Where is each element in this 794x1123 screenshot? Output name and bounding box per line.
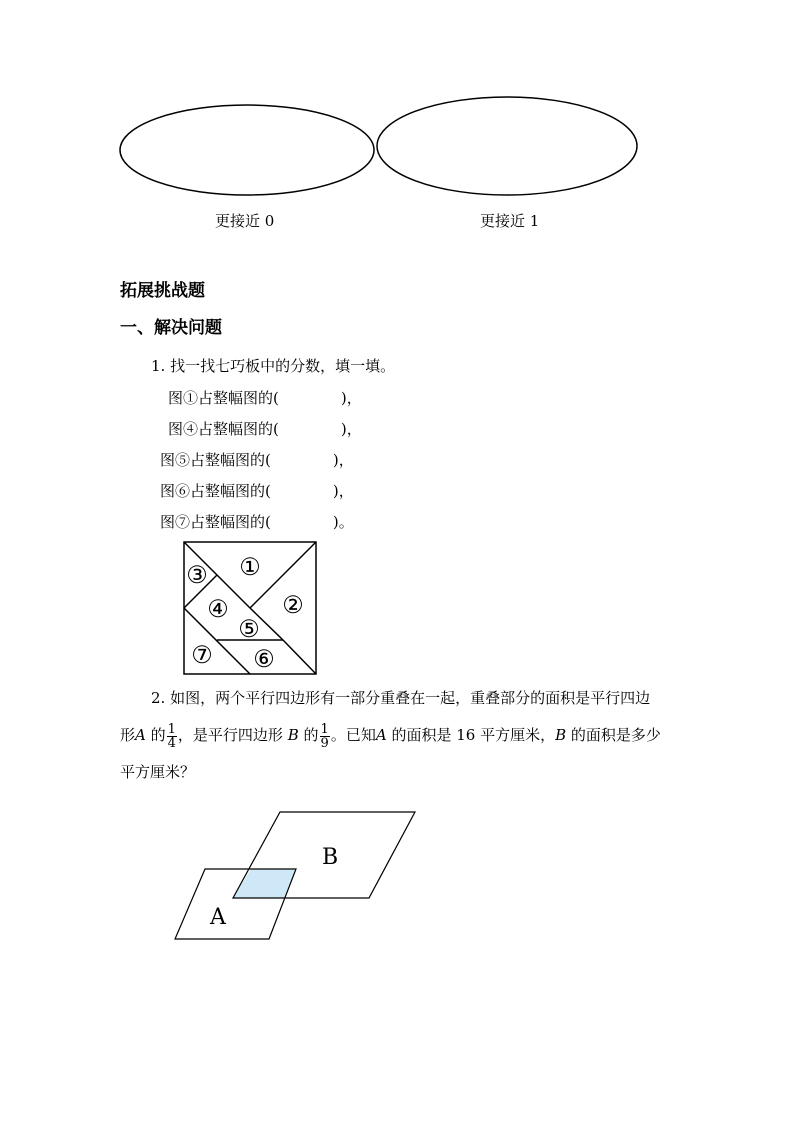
q1-line-5-prefix: 图⑦占整幅图的(: [160, 513, 271, 531]
fraction-numerator: 1: [320, 721, 329, 737]
var-b: B: [287, 726, 299, 744]
var-b: B: [555, 726, 567, 744]
q1-line-3-suffix: )，: [332, 451, 354, 469]
var-a: A: [375, 726, 387, 744]
right-oval: [377, 97, 637, 195]
tangram-label-1: ①: [239, 553, 261, 581]
fraction-denominator: 9: [320, 735, 329, 751]
fraction-numerator: 1: [167, 721, 176, 737]
q1-line-2: [168, 420, 362, 438]
q2-line-2: [120, 718, 661, 752]
q2-line-1: 2. 如图，两个平行四边形有一部分重叠在一起，重叠部分的面积是平行四边: [151, 689, 651, 707]
tangram-label-6: ⑥: [253, 645, 275, 673]
q1-line-3: [160, 451, 354, 469]
q1-line-2-prefix: 图④占整幅图的(: [168, 420, 279, 438]
tangram-label-3: ③: [186, 561, 208, 589]
tangram-label-4: ④: [207, 595, 229, 623]
q1-line-3-prefix: 图⑤占整幅图的(: [160, 451, 271, 469]
q1-line-2-suffix: )，: [340, 420, 362, 438]
q1-line-1: [168, 389, 362, 407]
oval-figure: [0, 0, 794, 240]
tangram-figure: [180, 540, 320, 676]
tangram-label-7: ⑦: [191, 641, 213, 669]
q2-text: 的: [145, 726, 166, 744]
fraction-one-fourth: [167, 723, 177, 750]
q2-text: 。已知: [330, 726, 376, 744]
q2-text: 的面积是多少: [566, 726, 661, 744]
left-oval: [120, 105, 374, 195]
q1-line-5-suffix: )。: [332, 513, 354, 531]
q1-line-1-suffix: )，: [340, 389, 362, 407]
parallelogram-figure: [170, 805, 425, 950]
tangram-edge: [283, 640, 316, 674]
tangram-label-2: ②: [282, 591, 304, 619]
q2-text: 形: [120, 726, 136, 744]
q1-line-4-prefix: 图⑥占整幅图的(: [160, 482, 271, 500]
q2-text: ，是平行四边形: [177, 726, 283, 744]
section-title: 拓展挑战题: [120, 281, 205, 301]
left-oval-label: 更接近 0: [215, 212, 275, 230]
q2-text: 的面积是 16 平方厘米，: [386, 726, 556, 744]
fraction-denominator: 4: [167, 735, 176, 751]
q1-line-1-prefix: 图①占整幅图的(: [168, 389, 279, 407]
q2-line-3: 平方厘米？: [120, 763, 196, 781]
tangram-label-5: ⑤: [238, 615, 260, 643]
label-a: A: [210, 905, 226, 930]
q1-line-4: [160, 482, 354, 500]
var-a: A: [135, 726, 146, 744]
q1-line-4-suffix: )，: [332, 482, 354, 500]
q1-prompt: 1. 找一找七巧板中的分数，填一填。: [151, 357, 396, 375]
fraction-one-ninth: [320, 723, 330, 750]
q1-line-5: [160, 513, 354, 531]
subsection-title: 一、解决问题: [120, 318, 222, 338]
right-oval-label: 更接近 1: [480, 212, 540, 230]
q2-text: 的: [298, 726, 319, 744]
label-b: B: [322, 845, 339, 870]
